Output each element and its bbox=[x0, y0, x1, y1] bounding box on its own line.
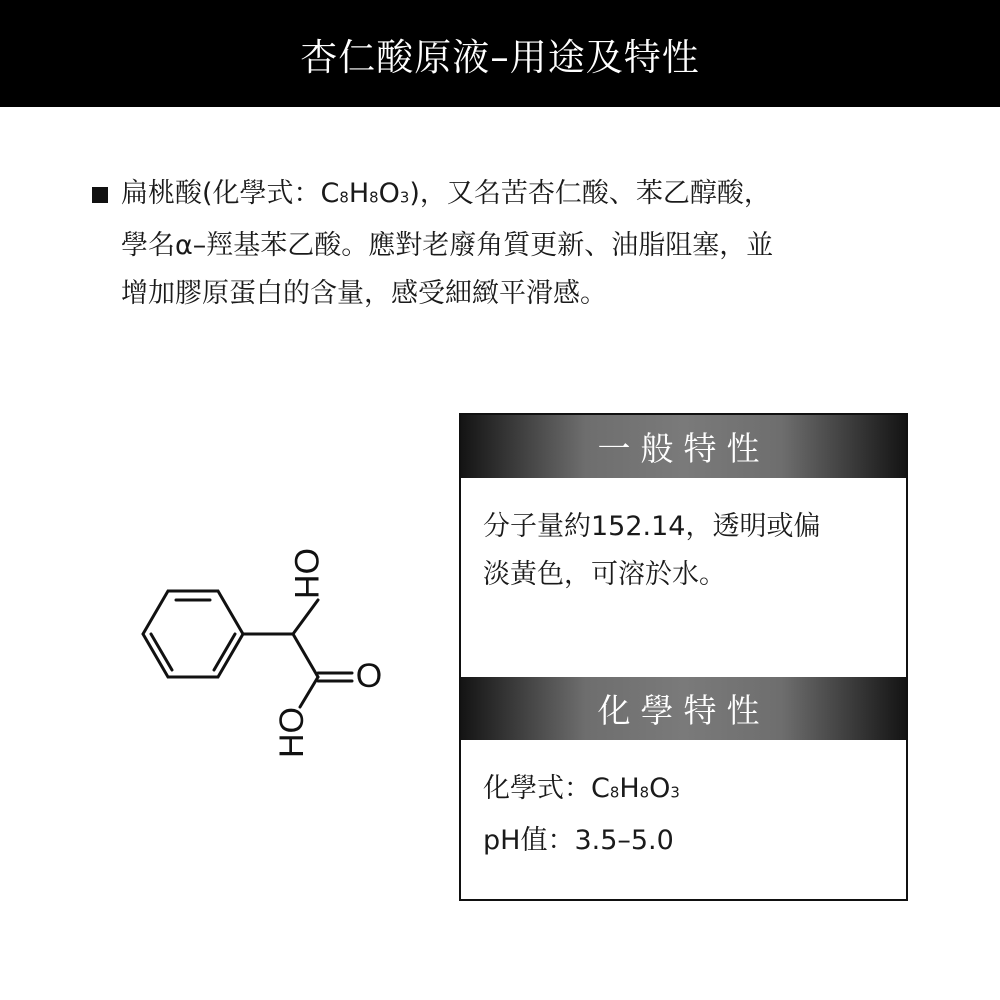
properties-panel bbox=[459, 413, 908, 901]
chemical-properties-text bbox=[483, 765, 893, 865]
intro-text bbox=[121, 170, 922, 318]
intro-line-2: 學名α–羥基苯乙酸。應對老廢角質更新、油脂阻塞，並 bbox=[121, 229, 774, 261]
general-line-1: 分子量約152.14，透明或偏 bbox=[483, 511, 821, 542]
bond-carboxyl-to-oh bbox=[300, 677, 318, 707]
general-properties-header bbox=[461, 415, 906, 478]
square-bullet-icon bbox=[92, 187, 108, 203]
oh-bottom-label: HO bbox=[272, 707, 311, 758]
subscript: 3 bbox=[670, 783, 680, 802]
general-properties-text bbox=[483, 503, 893, 599]
subscript: 8 bbox=[639, 783, 650, 802]
subscript: 8 bbox=[369, 188, 379, 207]
page-header bbox=[0, 0, 1000, 107]
bond-alpha-to-oh bbox=[293, 600, 318, 634]
chemical-properties-title: 化學特性 bbox=[597, 691, 770, 730]
chemical-formula bbox=[483, 765, 893, 817]
intro-line-1-d: )，又名苦杏仁酸、苯乙醇酸， bbox=[409, 178, 771, 209]
formula-o: O bbox=[649, 773, 671, 804]
ph-range: pH值：3.5–5.0 bbox=[483, 824, 674, 856]
subscript: 8 bbox=[609, 783, 620, 802]
oh-top-label: OH bbox=[287, 548, 326, 599]
chemical-properties-header bbox=[461, 677, 906, 740]
intro-paragraph bbox=[92, 170, 922, 318]
mandelic-acid-structure bbox=[120, 535, 400, 775]
page-title: 杏仁酸原液–用途及特性 bbox=[300, 35, 700, 79]
intro-line-1-a: 扁桃酸(化學式：C bbox=[121, 178, 340, 209]
general-line-2: 淡黃色，可溶於水。 bbox=[483, 559, 726, 590]
general-properties-title: 一般特性 bbox=[597, 429, 770, 468]
intro-line-1 bbox=[121, 170, 922, 222]
formula-h: H bbox=[619, 773, 640, 804]
intro-line-3: 增加膠原蛋白的含量，感受細緻平滑感。 bbox=[121, 277, 607, 309]
bond-alpha-to-carboxyl bbox=[293, 634, 318, 677]
intro-line-1-c: O bbox=[378, 178, 400, 209]
carbonyl-o-label: O bbox=[355, 656, 383, 695]
formula-label: 化學式：C bbox=[483, 773, 610, 804]
subscript: 8 bbox=[339, 188, 349, 207]
subscript: 3 bbox=[399, 188, 410, 207]
benzene-ring bbox=[143, 591, 243, 677]
intro-line-1-b: H bbox=[348, 178, 370, 209]
molecule-svg bbox=[120, 535, 400, 775]
